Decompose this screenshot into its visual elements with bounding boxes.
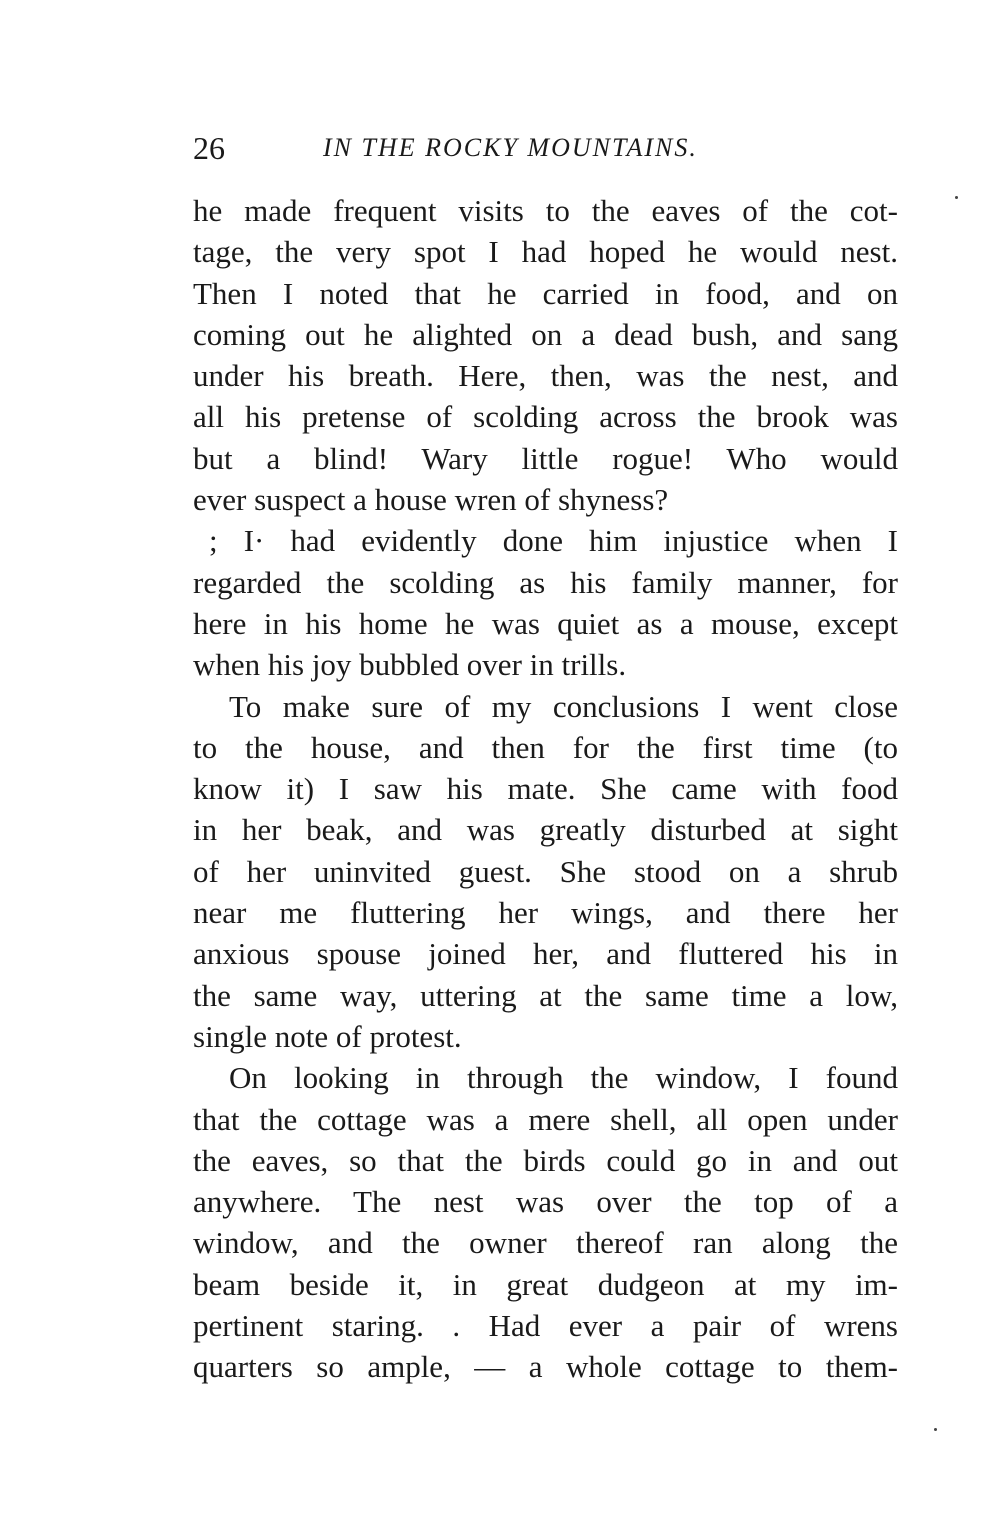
text-line: but a blind! Wary little rogue! Who would [193,440,898,476]
text-line: anxious spouse joined her, and fluttered his in [193,936,898,972]
text-line: quarters so ample, — a whole cottage to them- [193,1349,898,1385]
text-line: he made frequent visits to the eaves of the cot- [193,193,898,228]
paragraph-first-line: ; I· had evidently done him injustice when I [209,523,898,559]
page-number: 26 [193,130,225,166]
text-line: when his joy bubbled over in trills. [193,647,627,683]
text-line: in her beak, and was greatly disturbed at sight [193,812,898,848]
text-line: single note of protest. [193,1018,462,1054]
text-line: beam beside it, in great dudgeon at my im- [193,1266,898,1302]
body-text [193,190,898,1388]
text-line: under his breath. Here, then, was the nest, and [193,358,898,394]
text-line: ever suspect a house wren of shyness? [193,482,669,518]
text-line: window, and the owner thereof ran along the [193,1225,898,1261]
text-line: coming out he alighted on a dead bush, and sang [193,316,898,352]
paragraph-first-line: On looking in through the window, I found [229,1060,898,1096]
text-line: here in his home he was quiet as a mouse, except [193,605,898,641]
text-line: tage, the very spot I had hoped he would nest. [193,234,898,270]
text-line: all his pretense of scolding across the brook was [193,399,898,435]
text-line: know it) I saw his mate. She came with food [193,771,898,807]
text-line: anywhere. The nest was over the top of a [193,1184,898,1220]
text-line: to the house, and then for the first time (to [193,729,898,765]
paragraph-first-line: To make sure of my conclusions I went close [229,688,898,724]
text-line: that the cottage was a mere shell, all open under [193,1101,898,1137]
text-line: the eaves, so that the birds could go in and out [193,1142,898,1178]
text-line: Then I noted that he carried in food, and on [193,275,898,311]
paper-speck [934,1428,937,1431]
text-line: the same way, uttering at the same time a low, [193,977,898,1013]
text-line: pertinent staring. . Had ever a pair of wrens [193,1308,898,1344]
text-line: regarded the scolding as his family manner, for [193,564,898,600]
running-head [193,128,898,172]
paper-speck [955,196,958,199]
running-title: IN THE ROCKY MOUNTAINS. [323,133,698,162]
text-line: of her uninvited guest. She stood on a shrub [193,853,898,889]
text-line: near me fluttering her wings, and there her [193,895,898,931]
